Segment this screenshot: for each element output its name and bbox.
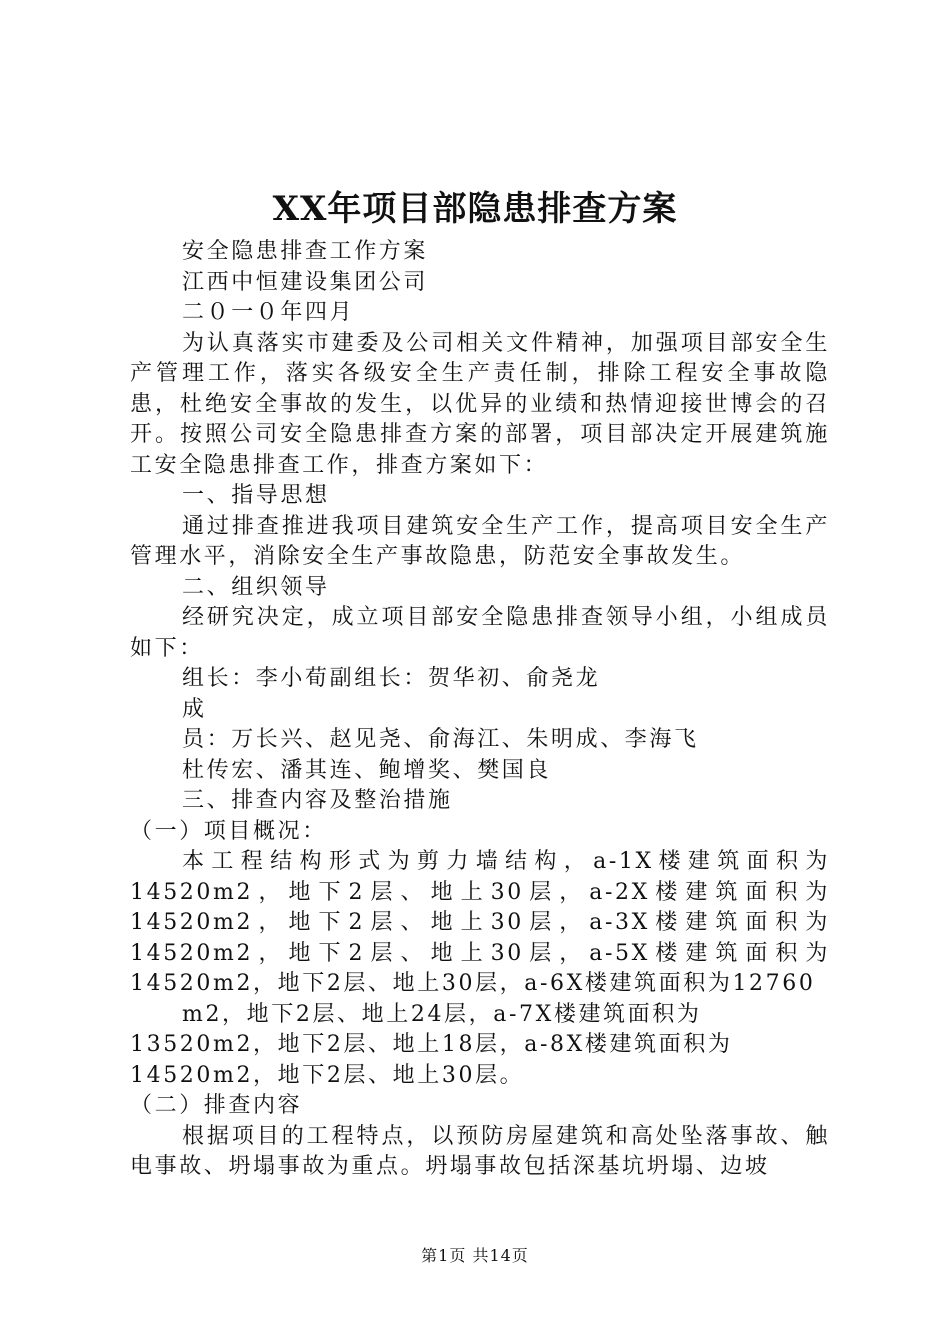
company-line: 江西中恒建设集团公司 bbox=[182, 269, 429, 295]
leaders-line: 组长：李小荀副组长：贺华初、俞尧龙 bbox=[182, 666, 601, 691]
subsection-heading-1: （一）项目概况： bbox=[130, 818, 327, 844]
document-title: XX年项目部隐患排查方案 bbox=[272, 189, 678, 229]
subsection-heading-2: （二）排查内容 bbox=[130, 1093, 303, 1118]
members-label-char: 成 bbox=[182, 696, 207, 722]
members-line-2: 杜传宏、潘其连、鲍增奖、樊国良 bbox=[182, 757, 552, 783]
section-heading-1: 一、指导思想 bbox=[182, 483, 330, 508]
section-paragraph-2: 经研究决定，成立项目部安全隐患排查领导小组，小组成员如下： bbox=[130, 605, 830, 661]
subsection-paragraph-1b: m2，地下2层、地上24层，a-7X楼建筑面积为13520m2，地下2层、地上18层，a-8X楼建筑面积为14520m2，地下2层、地上30层。 bbox=[130, 1001, 733, 1088]
document-body bbox=[130, 237, 830, 1183]
subsection-paragraph-2: 根据项目的工程特点，以预防房屋建筑和高处坠落事故、触电事故、坍塌事故为重点。坍塌事故包括深基坑坍塌、边坡 bbox=[130, 1123, 830, 1179]
members-line-1: 员：万长兴、赵见尧、俞海江、朱明成、李海飞 bbox=[182, 727, 699, 752]
subsection-paragraph-1a: 本工程结构形式为剪力墙结构，a-1X楼建筑面积为14520m2，地下2层、地上30层，a-2X楼建筑面积为14520m2，地下2层、地上30层，a-3X楼建筑面积为14520m2，地下2层、地上30层，a-5X楼建筑面积为14520m2，地下2层、地上30层，a-6X楼建筑面积为12760 bbox=[130, 849, 830, 996]
date-line: 二０一０年四月 bbox=[182, 300, 355, 325]
intro-paragraph: 为认真落实市建委及公司相关文件精神，加强项目部安全生产管理工作，落实各级安全生产责任制，排除工程安全事故隐患，杜绝安全事故的发生，以优异的业绩和热情迎接世博会的召开。按照公司安全隐患排查方案的部署，项目部决定开展建筑施工安全隐患排查工作，排查方案如下： bbox=[130, 330, 830, 478]
subtitle-line: 安全隐患排查工作方案 bbox=[182, 239, 429, 264]
section-heading-3: 三、排查内容及整治措施 bbox=[182, 788, 453, 813]
section-paragraph-1: 通过排查推进我项目建筑安全生产工作，提高项目安全生产管理水平，消除安全生产事故隐患，防范安全事故发生。 bbox=[130, 513, 830, 569]
section-heading-2: 二、组织领导 bbox=[182, 574, 330, 600]
page-footer: 第1页 共14页 bbox=[421, 1246, 529, 1265]
